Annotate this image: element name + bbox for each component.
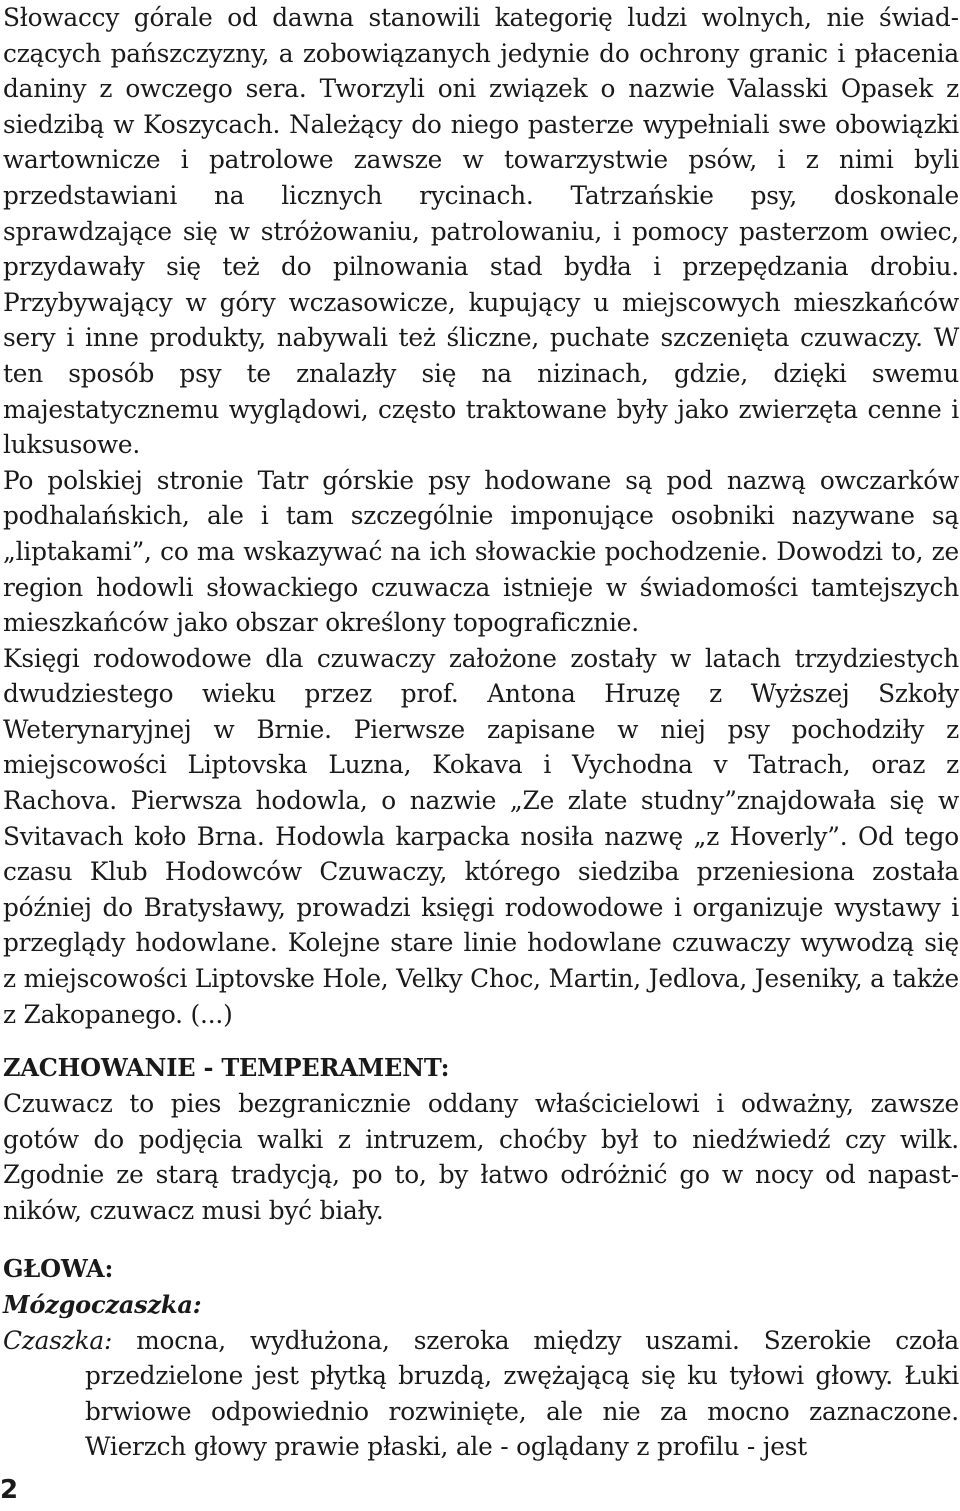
subheading-mozgoczaszka: Mózgoczaszka: bbox=[3, 1289, 202, 1319]
heading-glowa: GŁOWA: bbox=[3, 1253, 114, 1283]
paragraph-polish-side: Po polskiej stronie Tatr górskie psy hodowane są pod nazwą owczarków podhalańskich, ale i tam szczególnie imponujące osobniki nazywane są „liptakami”, co ma wskazywać na ich słowackie pochodzenie. Dowodzi to, ze region hodowli słowackiego czuwacza istnieje w świadomości tamtejszych mieszkańców jako obszar określony topograficznie. bbox=[3, 465, 959, 638]
paragraph-czaszka bbox=[3, 1323, 959, 1465]
czaszka-description: mocna, wydłużona, szeroka między uszami. Szerokie czoła przedzielone jest płytką bruzdą, zwężającą się ku tyłowi głowy. Łuki brwiowe odpowiednio rozwinięte, ale nie za mocno zaznaczone. Wierzch głowy prawie płaski, ale - oglądany z profilu - jest bbox=[85, 1325, 959, 1462]
paragraph-history: Słowaccy górale od dawna stanowili kategorię ludzi wolnych, nie świadczących pańszczyzny, a zobowiązanych jedynie do ochrony granic i płacenia daniny z owczego sera. Tworzyli oni związek o nazwie Valasski Opasek z siedzibą w Koszycach. Należący do niego pasterze wypełniali swe obowiązki wartownicze i patrolowe zawsze w towarzystwie psów, i z nimi byli przedstawiani na licznych rycinach. Tatrzańskie psy, doskonale sprawdzające się w stróżowaniu, patrolowaniu, i pomocy pasterzom owiec, przydawały się też do pilnowania stad bydła i przepędzania drobiu. Przybywający w góry wczasowicze, kupujący u miejscowych mieszkańców sery i inne produkty, nabywali też śliczne, puchate szczenięta czuwaczy. W ten sposób psy te znalazły się na nizinach, gdzie, dzięki swemu majestatycznemu wyglądowi, często traktowane były jako zwierzęta cenne i luksusowe. bbox=[3, 3, 959, 460]
heading-temperament: ZACHOWANIE - TEMPERAMENT: bbox=[3, 1053, 450, 1083]
body-text bbox=[3, 0, 959, 1465]
term-czaszka: Czaszka: bbox=[3, 1325, 113, 1355]
paragraph-pedigree: Księgi rodowodowe dla czuwaczy założone zostały w latach trzydziestych dwudziestego wieku przez prof. Antona Hruzę z Wyższej Szkoły Weterynaryjnej w Brnie. Pierwsze zapisane w niej psy pochodziły z miejscowości Liptovska Luzna, Kokava i Vychodna v Tatrach, oraz z Rachova. Pierwsza hodowla, o nazwie „Ze zlate studny”znajdowała się w Svitavach koło Brna. Hodowla karpacka nosiła nazwę „z Hoverly”. Od tego czasu Klub Hodowców Czuwaczy, którego siedziba przeniesiona została później do Bratysławy, prowadzi księgi rodowodowe i organizuje wystawy i przeglądy hodowlane. Kolejne stare linie hodowlane czuwaczy wywodzą się z miejscowości Liptovske Hole, Velky Choc, Martin, Jedlova, Jeseniky, a także z Zakopanego. (...) bbox=[3, 643, 959, 1029]
paragraph-temperament: Czuwacz to pies bezgranicznie oddany właścicielowi i odważny, zawsze gotów do podjęcia walki z intruzem, choćby był to niedźwiedź czy wilk. Zgodnie ze starą tradycją, po to, by łatwo odróżnić go w nocy od napastników, czuwacz musi być biały. bbox=[3, 1089, 959, 1225]
page-number: 2 bbox=[0, 1475, 19, 1505]
